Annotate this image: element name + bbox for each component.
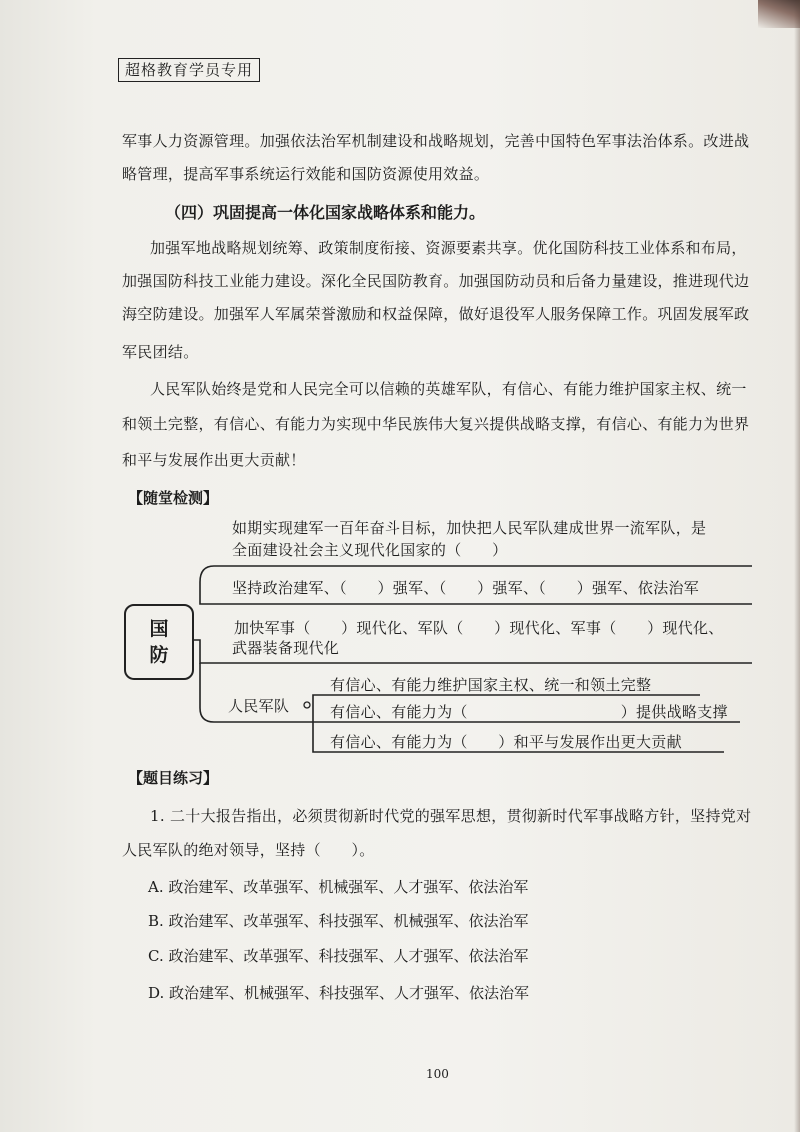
conclusion-line-1: 人民军队始终是党和人民完全可以信赖的英雄军队，有信心、有能力维护国家主权、统一 [150,380,747,398]
branch-3-line-1: 加快军事（ ）现代化、军队（ ）现代化、军事（ ）现代化、 [234,619,724,637]
branch-1-line-1: 如期实现建军一百年奋斗目标，加快把人民军队建成世界一流军队，是 [232,519,707,537]
conclusion-line-3: 和平与发展作出更大贡献！ [122,451,306,469]
page-number: 100 [426,1067,449,1081]
conclusion-line-2: 和领土完整，有信心、有能力为实现中华民族伟大复兴提供战略支撑，有信心、有能力为世界 [122,415,750,433]
section-line-4: 军民团结。 [122,343,199,361]
root-char-1: 国 [149,618,169,640]
mind-map-root [124,604,194,680]
exercise-title: 【题目练习】 [128,769,219,787]
review-title: 【随堂检测】 [128,489,219,507]
question-line-1: 1. 二十大报告指出，必须贯彻新时代党的强军思想，贯彻新时代军事战略方针，坚持党对 [150,807,752,825]
branch-3-line-2: 武器装备现代化 [232,639,340,657]
option-c: C. 政治建军、改革强军、科技强军、人才强军、依法治军 [148,947,529,965]
option-d: D. 政治建军、机械强军、科技强军、人才强军、依法治军 [148,984,530,1002]
option-b: B. 政治建军、改革强军、科技强军、机械强军、依法治军 [148,912,529,930]
question-line-2: 人民军队的绝对领导，坚持（ ）。 [122,841,375,859]
intro-line-1: 军事人力资源管理。加强依法治军机制建设和战略规划，完善中国特色军事法治体系。改进战 [122,132,750,150]
section-heading: （四）巩固提高一体化国家战略体系和能力。 [165,203,486,222]
brand-label: 超格教育学员专用 [118,58,260,82]
branch-4-label: 人民军队 [228,697,290,715]
intro-line-2: 略管理，提高军事系统运行效能和国防资源使用效益。 [122,165,490,183]
branch-4-item-3: 有信心、有能力为（ ）和平与发展作出更大贡献 [330,733,682,751]
section-line-1: 加强军地战略规划统筹、政策制度衔接、资源要素共享。优化国防科技工业体系和布局， [150,239,747,257]
section-line-2: 加强国防科技工业能力建设。深化全民国防教育。加强国防动员和后备力量建设，推进现代边 [122,272,750,290]
section-line-3: 海空防建设。加强军人军属荣誉激励和权益保障，做好退役军人服务保障工作。巩固发展军政 [122,305,750,323]
branch-4-item-2: 有信心、有能力为（ ）提供战略支撑 [330,703,728,721]
root-char-2: 防 [149,644,169,666]
branch-1-line-2: 全面建设社会主义现代化国家的（ ） [232,541,508,559]
branch-2-text: 坚持政治建军、（ ）强军、（ ）强军、（ ）强军、依法治军 [232,579,700,597]
option-a: A. 政治建军、改革强军、机械强军、人才强军、依法治军 [148,878,529,896]
connector-dot [304,702,310,708]
branch-4-item-1: 有信心、有能力维护国家主权、统一和领土完整 [330,676,652,694]
